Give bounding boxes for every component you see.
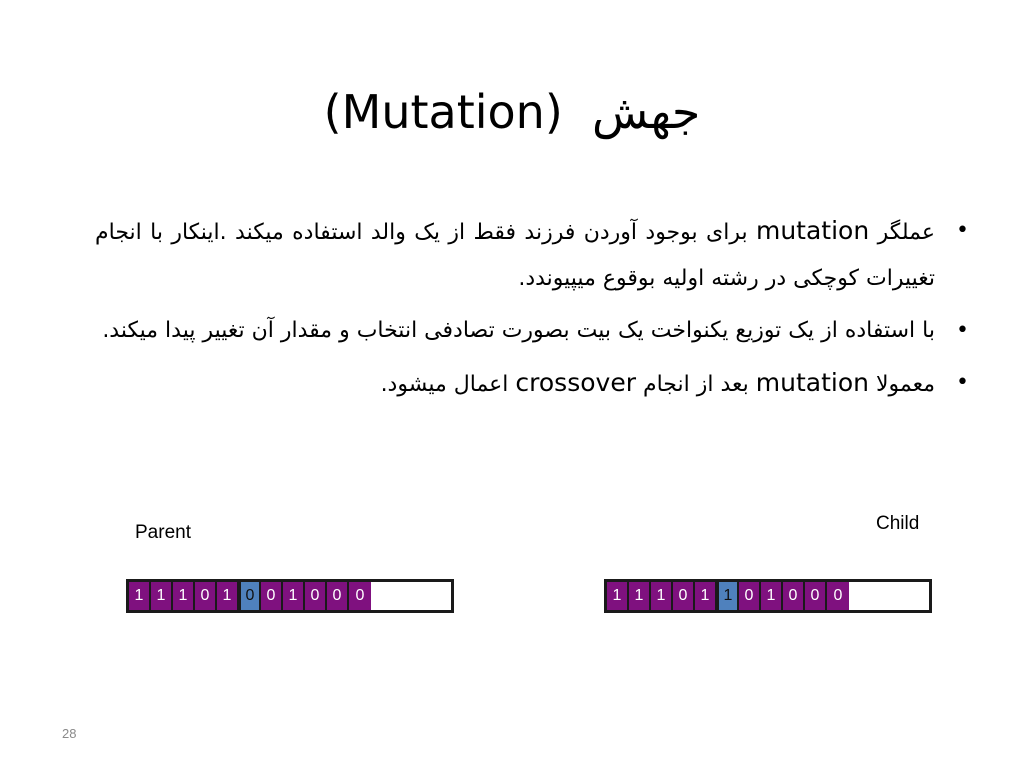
bullet-list <box>95 208 975 414</box>
bit-cell: 1 <box>651 582 673 610</box>
bit-cell: 1 <box>283 582 305 610</box>
bullet-term: mutation <box>755 368 869 397</box>
bullet-text: با استفاده از یک توزیع یکنواخت یک بیت بصورت تصادفی انتخاب و مقدار آن تغییر پیدا میکند. <box>102 318 935 343</box>
bit-cell: 1 <box>607 582 629 610</box>
bullet-item <box>95 308 975 354</box>
bullet-text: اعمال میشود. <box>380 372 516 397</box>
bullet-text: برای بوجود آوردن فرزند فقط از یک والد استفاده میکند .اینکار با انجام تغییرات کوچکی در رشته اولیه بوقوع میپیوندد. <box>95 220 935 291</box>
bullet-text: بعد از انجام <box>635 372 756 397</box>
bullet-item <box>95 360 975 408</box>
bullet-dot-icon: • <box>956 218 969 243</box>
bullet-text: عملگر <box>869 220 935 245</box>
bullet-item <box>95 208 975 302</box>
title-paren-close: ) <box>544 85 563 139</box>
bit-cell: 1 <box>695 582 717 610</box>
bullet-dot-icon: • <box>956 370 969 395</box>
bit-cell: 1 <box>173 582 195 610</box>
bullet-term: crossover <box>515 368 636 397</box>
bit-cell: 1 <box>217 582 239 610</box>
child-chromosome <box>604 579 932 613</box>
bit-cell-mutated: 1 <box>717 582 739 610</box>
slide-title <box>0 82 1024 142</box>
bit-cell: 0 <box>805 582 827 610</box>
bit-cell: 1 <box>761 582 783 610</box>
bit-cell: 1 <box>629 582 651 610</box>
bullet-dot-icon: • <box>956 318 969 343</box>
page-number: 28 <box>62 726 77 741</box>
bit-cell-mutated: 0 <box>239 582 261 610</box>
bullet-term: mutation <box>755 216 870 245</box>
bit-cell: 0 <box>827 582 849 610</box>
bit-cell: 0 <box>739 582 761 610</box>
parent-label: Parent <box>135 522 191 543</box>
bullet-text: معمولا <box>868 372 935 397</box>
bit-cell: 1 <box>129 582 151 610</box>
title-paren-open: ( <box>323 85 342 139</box>
bit-cell: 0 <box>327 582 349 610</box>
bit-cell: 0 <box>261 582 283 610</box>
parent-chromosome <box>126 579 454 613</box>
child-label: Child <box>876 513 920 534</box>
bit-cell: 0 <box>673 582 695 610</box>
title-persian: جهش <box>592 85 701 139</box>
bit-cell: 0 <box>305 582 327 610</box>
bit-cell: 0 <box>349 582 371 610</box>
bit-cell: 1 <box>151 582 173 610</box>
bit-cell: 0 <box>783 582 805 610</box>
bit-cell: 0 <box>195 582 217 610</box>
title-english: Mutation <box>341 85 545 139</box>
